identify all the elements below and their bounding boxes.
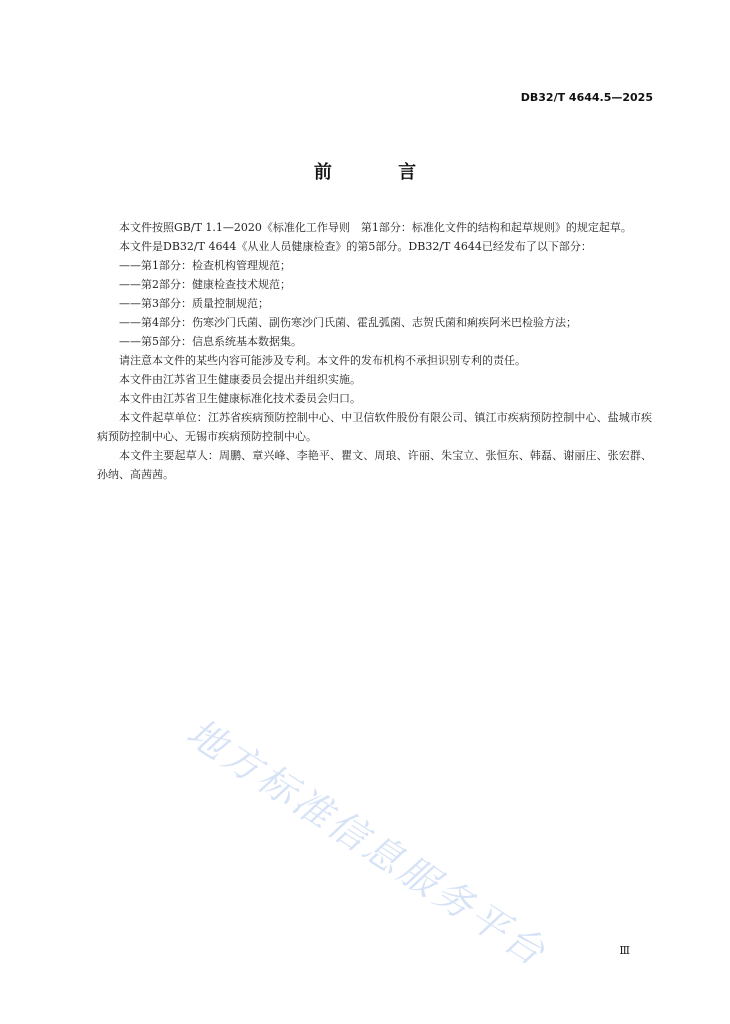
paragraph-patent-notice: 请注意本文件的某些内容可能涉及专利。本文件的发布机构不承担识别专利的责任。 (119, 354, 526, 367)
foreword-body (97, 218, 652, 484)
paragraph-centralized: 本文件由江苏省卫生健康标准化技术委员会归口。 (119, 392, 361, 405)
paragraph-proposer: 本文件由江苏省卫生健康委员会提出并组织实施。 (119, 373, 361, 386)
page-number: Ⅲ (619, 944, 630, 957)
list-item-part-5: ——第5部分：信息系统基本数据集。 (119, 335, 302, 348)
list-item-part-4: ——第4部分：伤寒沙门氏菌、副伤寒沙门氏菌、霍乱弧菌、志贺氏菌和痢疾阿米巴检验方法； (119, 316, 577, 329)
paragraph-drafting-rule: 本文件按照GB/T 1.1—2020《标准化工作导则 第1部分：标准化文件的结构和起草规则》的规定起草。 (119, 221, 632, 234)
paragraph-drafting-units: 本文件起草单位：江苏省疾病预防控制中心、中卫信软件股份有限公司、镇江市疾病预防控制中心、盐城市疾病预防控制中心、无锡市疾病预防控制中心。 (97, 411, 652, 443)
page-title: 前 言 (313, 162, 447, 183)
paragraph-part-statement: 本文件是DB32/T 4644《从业人员健康检查》的第5部分。DB32/T 4644已经发布了以下部分： (119, 240, 592, 253)
list-item-part-1: ——第1部分：检查机构管理规范； (119, 259, 291, 272)
watermark-text: 地方标准信息服务平台 (179, 709, 556, 976)
standard-code: DB32/T 4644.5—2025 (520, 91, 653, 104)
list-item-part-2: ——第2部分：健康检查技术规范； (119, 278, 291, 291)
paragraph-drafters: 本文件主要起草人：周鹏、章兴峰、李艳平、瞿文、周琅、许丽、朱宝立、张恒东、韩磊、谢丽庄、张宏群、孙纳、高茜茜。 (97, 449, 652, 481)
list-item-part-3: ——第3部分：质量控制规范； (119, 297, 269, 310)
